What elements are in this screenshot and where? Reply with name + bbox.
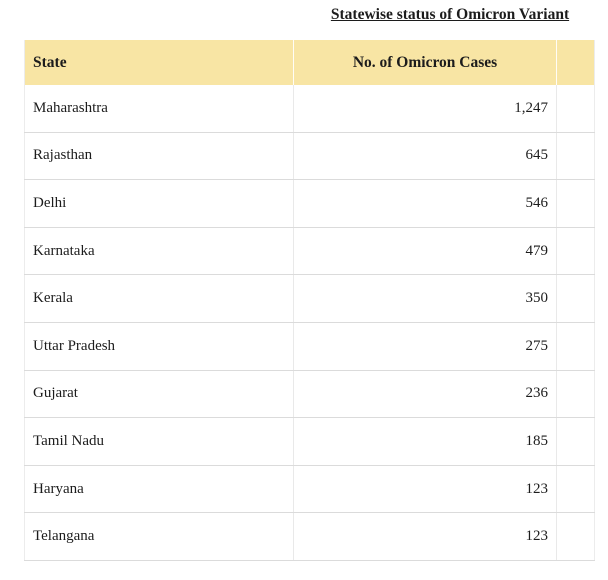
cases-cell: 275 <box>294 322 557 370</box>
empty-cell <box>557 513 595 561</box>
cases-cell: 645 <box>294 132 557 180</box>
table-header-row <box>25 40 595 85</box>
table-row <box>25 180 595 228</box>
table-row <box>25 513 595 561</box>
cases-cell: 236 <box>294 370 557 418</box>
column-header-state: State <box>25 40 294 85</box>
table-row <box>25 85 595 132</box>
column-header-cases: No. of Omicron Cases <box>294 40 557 85</box>
cases-cell: 123 <box>294 513 557 561</box>
empty-cell <box>557 275 595 323</box>
empty-cell <box>557 465 595 513</box>
state-cell: Kerala <box>25 275 294 323</box>
state-cell: Delhi <box>25 180 294 228</box>
state-cell: Telangana <box>25 513 294 561</box>
table-row <box>25 275 595 323</box>
state-cell: Haryana <box>25 465 294 513</box>
cases-cell: 1,247 <box>294 85 557 132</box>
cases-cell: 479 <box>294 227 557 275</box>
empty-cell <box>557 227 595 275</box>
state-cell: Gujarat <box>25 370 294 418</box>
page-title: Statewise status of Omicron Variant <box>330 6 570 23</box>
table-row <box>25 227 595 275</box>
state-cell: Tamil Nadu <box>25 418 294 466</box>
omicron-status-table <box>24 40 595 561</box>
cases-cell: 185 <box>294 418 557 466</box>
empty-cell <box>557 322 595 370</box>
cases-cell: 546 <box>294 180 557 228</box>
state-cell: Rajasthan <box>25 132 294 180</box>
state-cell: Karnataka <box>25 227 294 275</box>
table-row <box>25 370 595 418</box>
cases-cell: 350 <box>294 275 557 323</box>
table-row <box>25 322 595 370</box>
empty-cell <box>557 85 595 132</box>
empty-cell <box>557 370 595 418</box>
empty-cell <box>557 418 595 466</box>
state-cell: Maharashtra <box>25 85 294 132</box>
table-row <box>25 418 595 466</box>
state-cell: Uttar Pradesh <box>25 322 294 370</box>
table-row <box>25 465 595 513</box>
column-header-extra <box>557 40 595 85</box>
empty-cell <box>557 132 595 180</box>
table-row <box>25 132 595 180</box>
cases-cell: 123 <box>294 465 557 513</box>
empty-cell <box>557 180 595 228</box>
table-body <box>25 85 595 560</box>
